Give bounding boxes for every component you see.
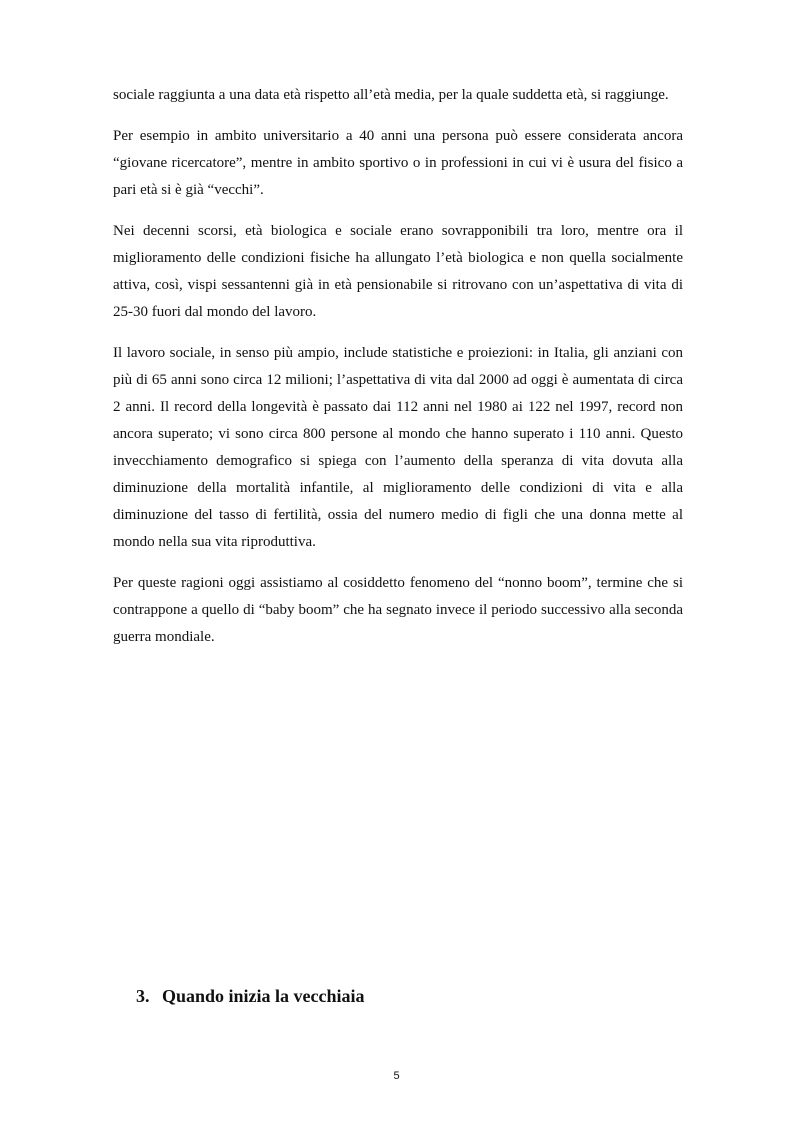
section-heading xyxy=(136,986,365,1007)
paragraph-continuation: sociale raggiunta a una data età rispetto all’età media, per la quale suddetta età, si raggiunge. xyxy=(113,87,669,103)
page-body xyxy=(113,82,683,665)
paragraph-statistics: Il lavoro sociale, in senso più ampio, include statistiche e proiezioni: in Italia, gli anziani con più di 65 anni sono circa 12 milioni; l’aspettativa di vita dal 2000 ad oggi è aumentata di circa 2 anni. Il record della longevità è passato dai 112 anni nel 1980 ai 122 nel 1997, record non ancora superato; vi sono circa 800 persone al mondo che hanno superato i 110 anni. Questo invecchiamento demografico si spiega con l’aumento della speranza di vita dovuta alla diminuzione della mortalità infantile, al miglioramento delle condizioni di vita e alla diminuzione del tasso di fertilità, ossia del numero medio di figli che una donna mette al mondo nella sua vita riproduttiva. xyxy=(113,345,683,550)
paragraph-university-example: Per esempio in ambito universitario a 40 anni una persona può essere considerata ancora “giovane ricercatore”, mentre in ambito sportivo o in professioni in cui vi è usura del fisico a pari età si è già “vecchi”. xyxy=(113,128,683,198)
paragraph-nonno-boom: Per queste ragioni oggi assistiamo al cosiddetto fenomeno del “nonno boom”, termine che si contrappone a quello di “baby boom” che ha segnato invece il periodo successivo alla seconda guerra mondiale. xyxy=(113,575,683,645)
section-title: Quando inizia la vecchiaia xyxy=(162,986,365,1006)
section-number: 3. xyxy=(136,986,150,1006)
page-number: 5 xyxy=(393,1070,400,1082)
paragraph-biological-social-age: Nei decenni scorsi, età biologica e sociale erano sovrapponibili tra loro, mentre ora il miglioramento delle condizioni fisiche ha allungato l’età biologica e non quella socialmente attiva, così, vispi sessantenni già in età pensionabile si ritrovano con un’aspettativa di vita di 25-30 fuori dal mondo del lavoro. xyxy=(113,223,683,320)
